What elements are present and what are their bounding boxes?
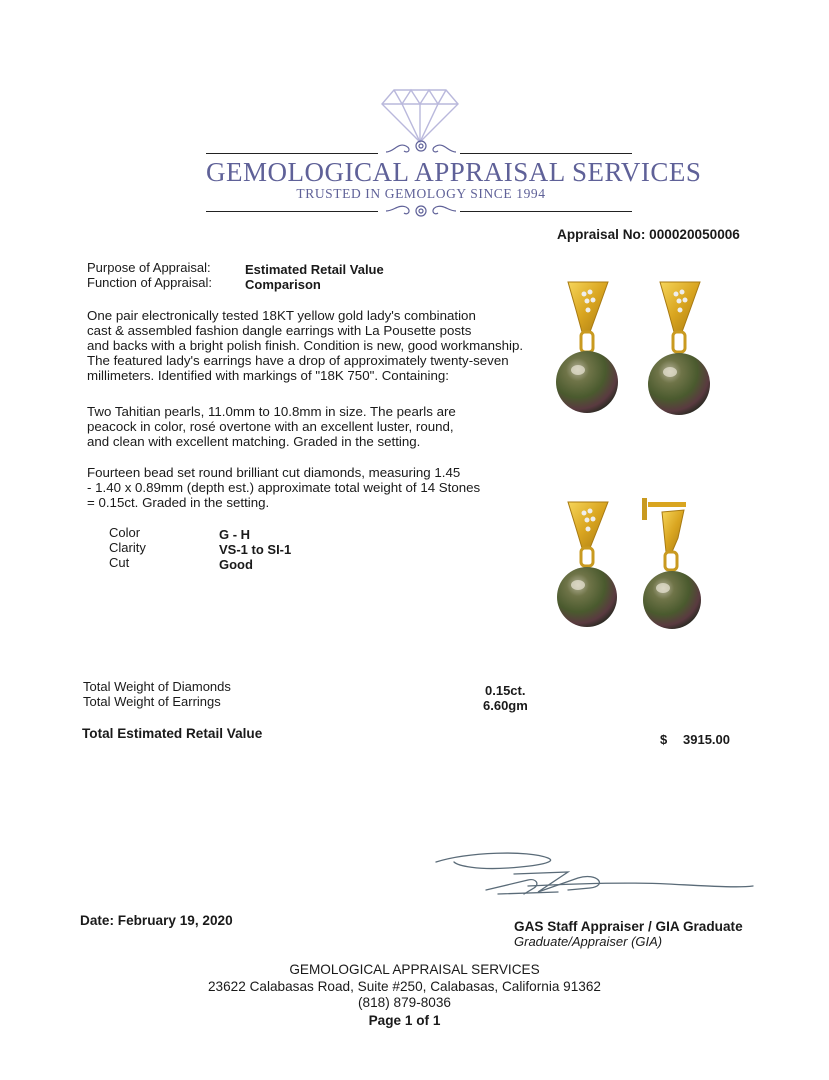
function-value: Comparison	[245, 277, 321, 292]
footer-org-name: GEMOLOGICAL APPRAISAL SERVICES	[289, 962, 540, 977]
purpose-value: Estimated Retail Value	[245, 262, 384, 277]
footer-phone: (818) 879-8036	[358, 995, 451, 1010]
earrings-photo	[550, 270, 730, 650]
total-diamonds-label: Total Weight of Diamonds	[83, 679, 231, 694]
footer-address: 23622 Calabasas Road, Suite #250, Calabasas, California 91362	[208, 979, 601, 994]
diamonds-paragraph: Fourteen bead set round brilliant cut diamonds, measuring 1.45 - 1.40 x 0.89mm (depth est.) approximate total weight of 14 Stones = 0.15ct. Graded in the setting.	[87, 465, 481, 510]
total-retail-value: 3915.00	[683, 732, 730, 747]
org-title: GEMOLOGICAL APPRAISAL SERVICES	[206, 157, 702, 187]
purpose-label: Purpose of Appraisal:	[87, 260, 211, 275]
total-retail-label: Total Estimated Retail Value	[82, 726, 263, 741]
appraisal-date: Date: February 19, 2020	[80, 913, 233, 928]
grade-value-cut: Good	[219, 557, 253, 572]
earring-bottom-left	[557, 502, 617, 627]
signer-subtitle: Graduate/Appraiser (GIA)	[514, 934, 663, 949]
diamond-logo-icon	[380, 88, 460, 144]
header-rule-top-left	[206, 153, 378, 154]
earring-bottom-right	[642, 498, 701, 629]
grade-label-color: Color	[109, 525, 141, 540]
earring-top-left	[556, 282, 618, 413]
grade-label-clarity: Clarity	[109, 540, 146, 555]
currency-symbol: $	[660, 732, 668, 747]
grade-value-color: G - H	[219, 527, 251, 542]
footer-page-number: Page 1 of 1	[368, 1013, 441, 1028]
ornament-bottom-icon	[384, 202, 458, 220]
appraisal-number: Appraisal No: 000020050006	[557, 227, 740, 242]
header-rule-bottom-left	[206, 211, 378, 212]
function-label: Function of Appraisal:	[87, 275, 213, 290]
pearls-paragraph: Two Tahitian pearls, 11.0mm to 10.8mm in size. The pearls are peacock in color, rosé overtone with an excellent luster, round, and clean with excellent matching. Graded in the setting.	[87, 404, 456, 449]
org-tagline: TRUSTED IN GEMOLOGY SINCE 1994	[296, 186, 546, 201]
total-earrings-value: 6.60gm	[483, 698, 528, 713]
signer-title: GAS Staff Appraiser / GIA Graduate	[514, 919, 743, 934]
description-paragraph: One pair electronically tested 18KT yellow gold lady's combination cast & assembled fashion dangle earrings with La Pousette posts and backs with a bright polish finish. Condition is new, good workmanship. The featured lady's earrings have a drop of approximately twenty-seven millimeters. Identified with markings of "18K 750". Containing:	[87, 308, 524, 383]
earring-top-right	[648, 282, 710, 415]
grade-label-cut: Cut	[109, 555, 130, 570]
total-diamonds-value: 0.15ct.	[485, 683, 526, 698]
header-rule-bottom-right	[460, 211, 632, 212]
signature	[428, 848, 758, 908]
header-rule-top-right	[460, 153, 632, 154]
ornament-top-icon	[384, 138, 458, 156]
total-earrings-label: Total Weight of Earrings	[83, 694, 221, 709]
grade-value-clarity: VS-1 to SI-1	[219, 542, 292, 557]
